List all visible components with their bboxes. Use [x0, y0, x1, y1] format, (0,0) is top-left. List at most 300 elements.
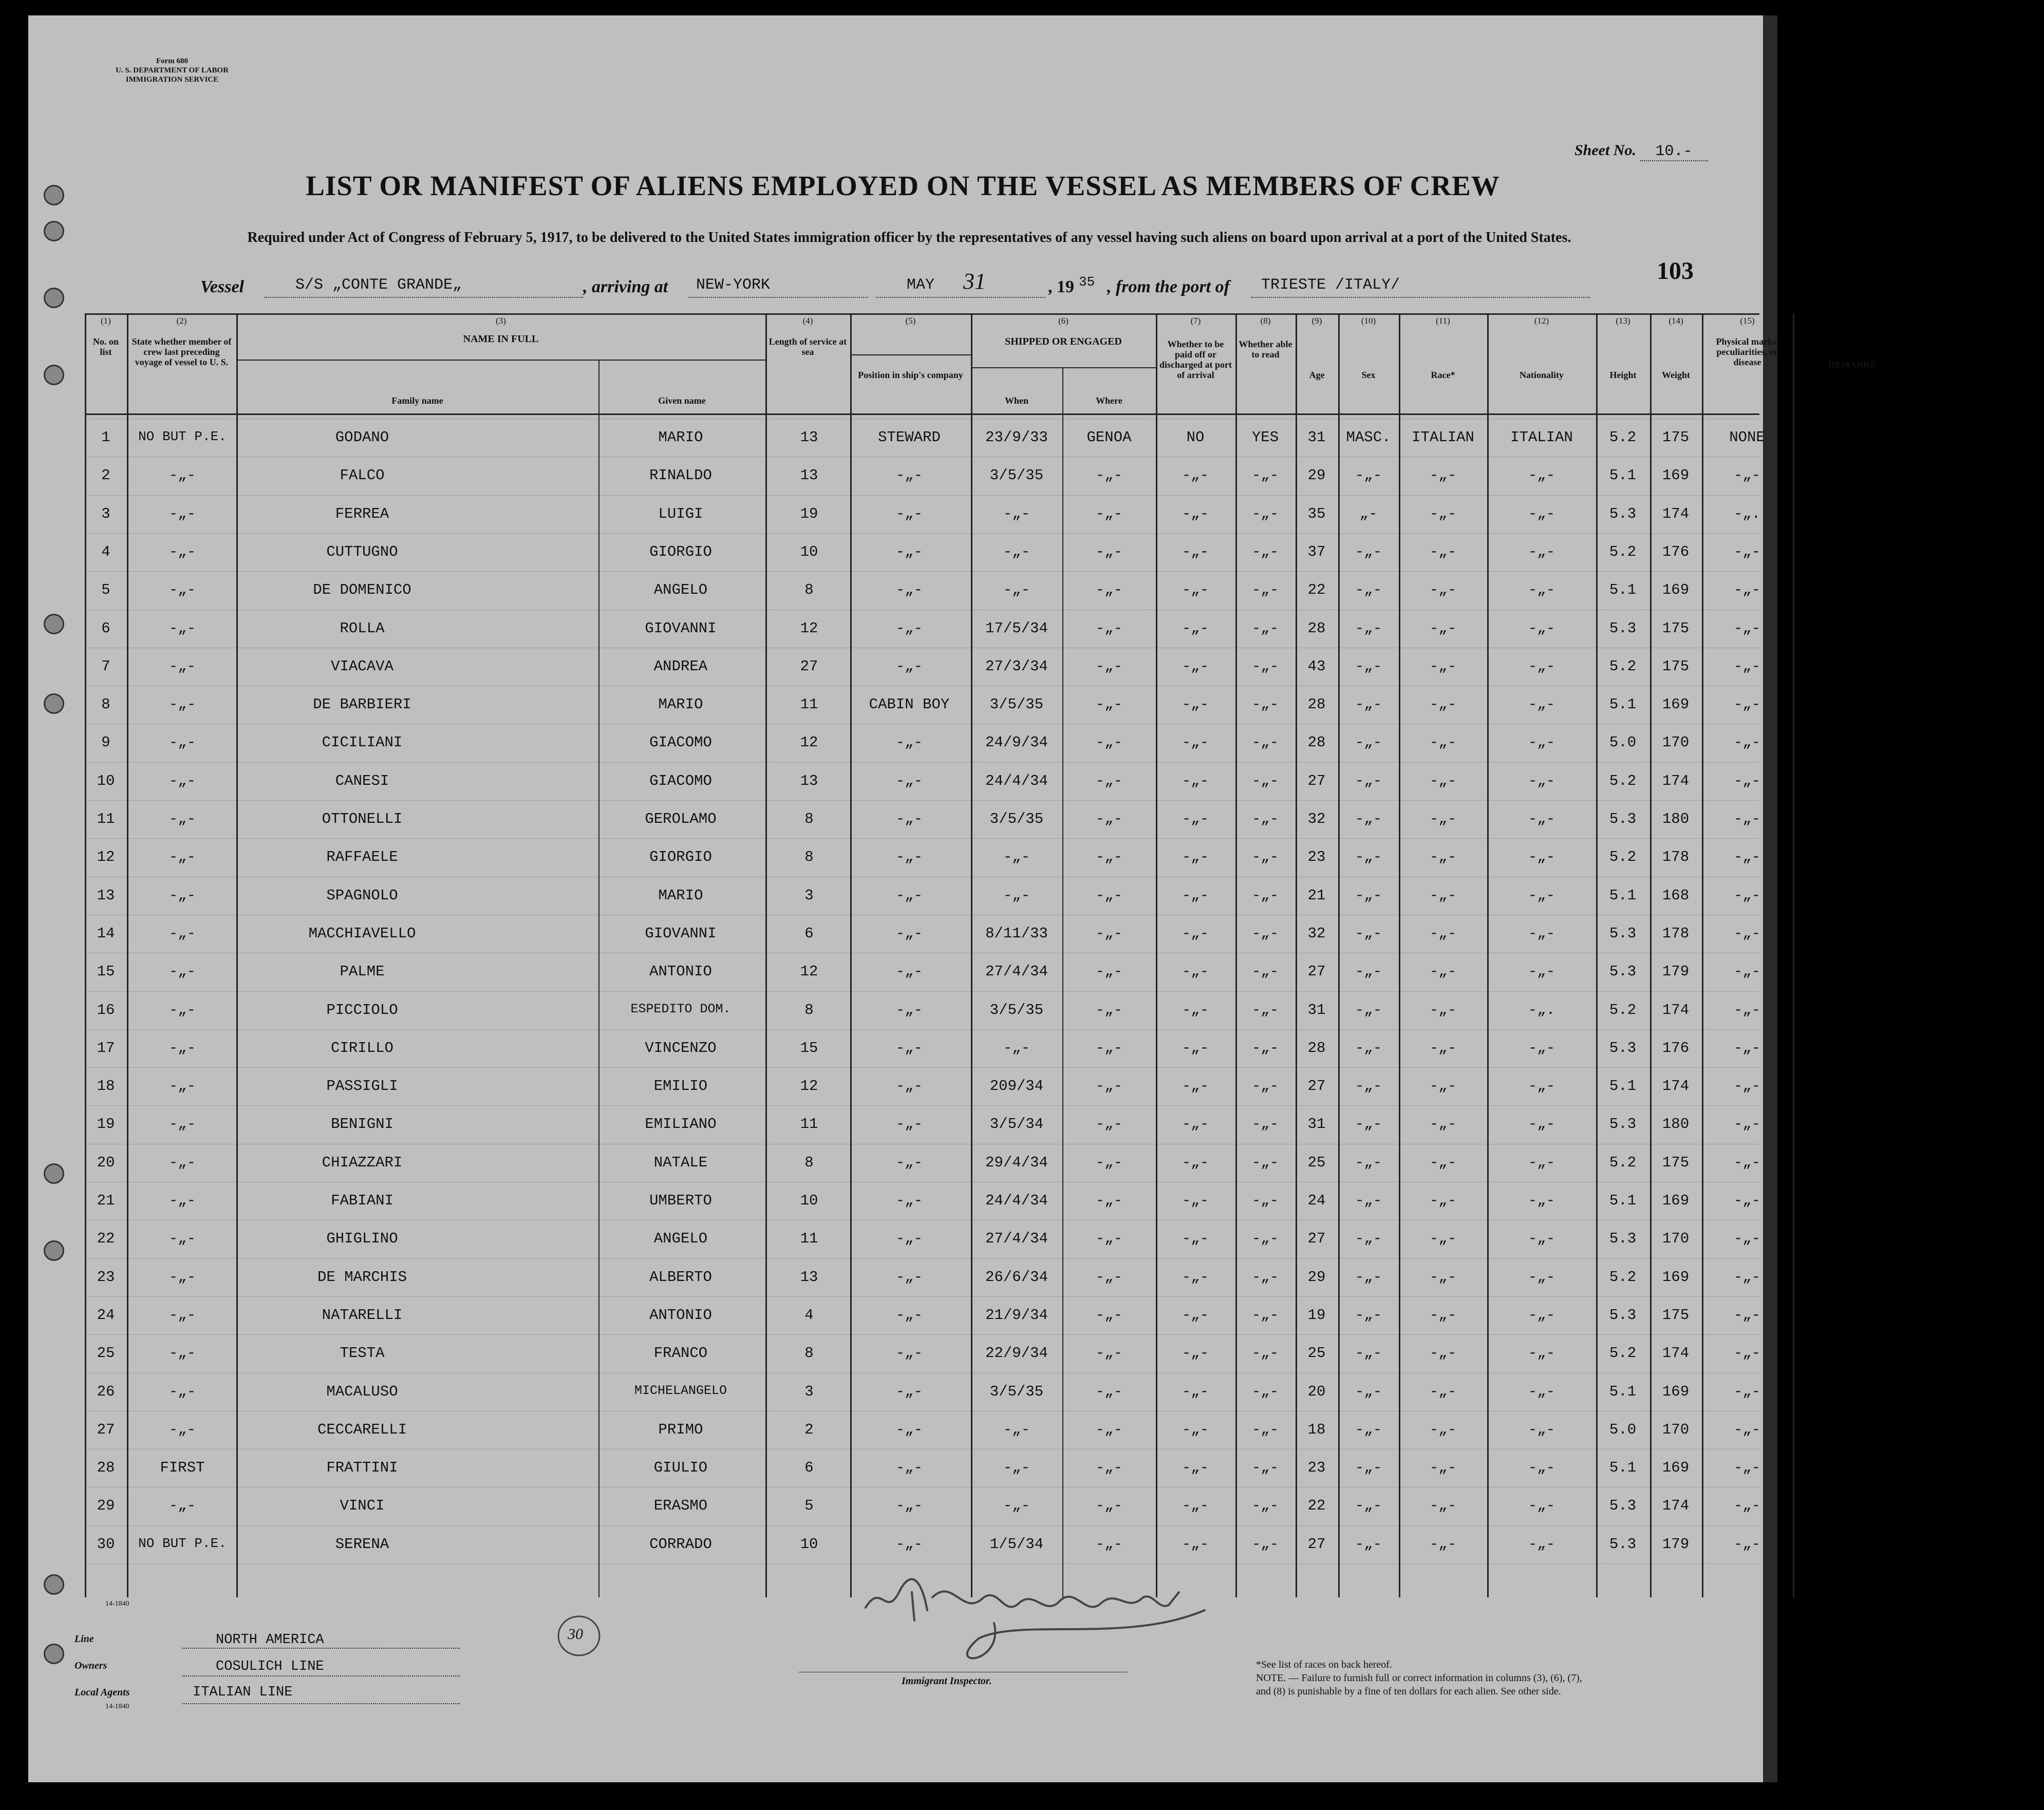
table-cell: -„-	[1355, 887, 1382, 904]
table-cell: -„-	[1733, 849, 1761, 866]
table-cell: 11	[97, 810, 115, 827]
table-cell: -„-	[168, 849, 196, 866]
table-cell: -„-	[1095, 505, 1123, 522]
table-cell: -„-	[1528, 925, 1555, 942]
table-cell: -„-	[895, 581, 923, 599]
table-cell: 5.3	[1609, 1306, 1637, 1324]
table-cell: GIACOMO	[649, 772, 712, 789]
table-cell: FABIANI	[331, 1192, 393, 1209]
table-cell: -„-	[1182, 849, 1209, 866]
table-cell: 18	[97, 1078, 115, 1095]
table-cell: -„-	[1733, 696, 1761, 713]
table-cell: ANDREA	[653, 657, 708, 675]
table-cell: -„-	[1095, 657, 1123, 675]
table-cell: TESTA	[340, 1345, 385, 1362]
table-cell: -„-	[1355, 1230, 1382, 1248]
table-cell: -„-	[1355, 543, 1382, 560]
table-cell: CABIN BOY	[869, 696, 950, 713]
table-cell: -„-	[895, 849, 923, 866]
table-cell: 10	[97, 772, 115, 789]
table-cell: 24	[97, 1306, 115, 1324]
table-cell: MACCHIAVELLO	[308, 925, 416, 942]
table-cell: -„-	[1429, 657, 1457, 675]
table-cell: -„-	[1429, 1345, 1457, 1362]
table-cell: 12	[800, 619, 818, 637]
table-cell: -„-	[1429, 581, 1457, 599]
table-cell: 22	[1307, 1497, 1326, 1515]
table-cell: RAFFAELE	[326, 849, 398, 866]
table-cell: 24/4/34	[985, 772, 1048, 789]
table-cell: NO	[1186, 429, 1205, 446]
table-cell: -„-	[1251, 963, 1279, 981]
table-cell: 5.2	[1609, 429, 1637, 446]
table-cell: -„-	[1182, 467, 1209, 484]
table-cell: 179	[1662, 963, 1690, 981]
year-prefix: , 19	[1048, 277, 1074, 296]
table-cell: -„-	[1095, 734, 1123, 751]
table-cell: -„-	[1733, 1345, 1761, 1362]
punch-hole	[44, 221, 64, 241]
table-cell: 32	[1307, 925, 1326, 942]
table-cell: -„-	[1251, 467, 1279, 484]
table-cell: -„-	[1251, 734, 1279, 751]
service: IMMIGRATION SERVICE	[125, 76, 219, 84]
column-number: (15)	[1740, 316, 1755, 326]
sheet-number	[1574, 142, 1708, 160]
table-cell: -„-	[895, 1116, 923, 1133]
table-cell: -„-	[168, 1497, 196, 1515]
table-cell: 43	[1307, 657, 1326, 675]
table-cell: 6	[804, 1459, 814, 1477]
table-cell: 32	[1307, 810, 1326, 827]
table-cell: -„-	[1429, 1116, 1457, 1133]
table-cell: -„-	[1355, 963, 1382, 981]
table-cell: -„-	[1429, 467, 1457, 484]
table-cell: -„-	[1182, 1154, 1209, 1171]
table-cell: 24/9/34	[985, 734, 1048, 751]
table-cell: -„-	[168, 1154, 196, 1171]
table-cell: 209/34	[989, 1078, 1044, 1095]
table-cell: -„-	[895, 1039, 923, 1057]
table-cell: -„-	[1528, 810, 1555, 827]
table-cell: -„-	[1355, 1345, 1382, 1362]
table-cell: 16	[97, 1001, 115, 1019]
table-cell: 175	[1662, 1154, 1690, 1171]
table-cell: ANTONIO	[649, 1306, 712, 1324]
column-header: Weight	[1661, 370, 1690, 380]
table-cell: -„-	[1095, 1383, 1123, 1400]
table-cell: 20	[1307, 1383, 1326, 1400]
table-cell: 27/4/34	[985, 1230, 1048, 1248]
table-cell: -„-	[1733, 1192, 1761, 1209]
table-cell: 30	[97, 1535, 115, 1553]
table-cell: 28	[1307, 696, 1326, 713]
table-cell: 29	[1307, 1268, 1326, 1286]
table-cell: -„-	[168, 1039, 196, 1057]
table-cell: SPAGNOLO	[326, 887, 398, 904]
column-number: (4)	[802, 316, 813, 326]
table-cell: -„-	[1355, 657, 1382, 675]
table-cell: -„-	[1003, 1459, 1030, 1477]
table-cell: -„-	[1251, 1306, 1279, 1324]
table-cell: -„-	[1733, 543, 1761, 560]
table-cell: 174	[1662, 1497, 1690, 1515]
table-cell: 3/5/35	[989, 467, 1044, 484]
table-cell: NATARELLI	[322, 1306, 403, 1324]
table-cell: -„-	[1095, 1268, 1123, 1286]
table-cell: NO BUT P.E.	[138, 429, 227, 444]
table-cell: -„.	[1528, 1001, 1555, 1019]
races-note: *See list of races on back hereof.	[1256, 1659, 1392, 1670]
department: U. S. DEPARTMENT OF LABOR	[116, 66, 229, 74]
table-cell: -„-	[1429, 1001, 1457, 1019]
table-cell: -„-	[1355, 1039, 1382, 1057]
table-cell: -„-	[1355, 1383, 1382, 1400]
table-cell: 35	[1307, 505, 1326, 522]
table-cell: 175	[1662, 657, 1690, 675]
note-line-2: and (8) is punishable by a fine of ten dollars for each alien. See other side.	[1256, 1686, 1561, 1697]
table-cell: 29	[97, 1497, 115, 1515]
table-cell: EMILIO	[653, 1078, 708, 1095]
table-cell: GIACOMO	[649, 734, 712, 751]
table-cell: -„-	[168, 772, 196, 789]
column-number: (5)	[905, 316, 916, 326]
table-cell: -„-	[895, 1001, 923, 1019]
table-cell: -„-	[895, 734, 923, 751]
table-cell: CUTTUGNO	[326, 543, 398, 560]
arriving-label: , arriving at	[583, 277, 668, 296]
table-cell: -„-	[168, 1383, 196, 1400]
table-cell: PALME	[340, 963, 385, 981]
table-cell: 21/9/34	[985, 1306, 1048, 1324]
table-cell: -„-	[1251, 1116, 1279, 1133]
page-subtitle: Required under Act of Congress of February 5, 1917, to be delivered to the United States immigration officer by the representatives of any vessel having such aliens on board upon arrival at a port of the United States.	[247, 230, 1571, 246]
table-cell: -„-	[895, 963, 923, 981]
table-cell: -„-	[1733, 1078, 1761, 1095]
owners-label: Owners	[74, 1660, 107, 1671]
table-cell: -„-	[1429, 810, 1457, 827]
table-cell: -„-	[168, 619, 196, 637]
table-cell: -„-	[1355, 925, 1382, 942]
table-cell: 5.1	[1609, 581, 1637, 599]
table-cell: 170	[1662, 734, 1690, 751]
table-cell: -„-	[1528, 1116, 1555, 1133]
table-cell: ANTONIO	[649, 963, 712, 981]
column-number: (14)	[1668, 316, 1683, 326]
table-cell: -„-	[1182, 1497, 1209, 1515]
table-cell: 21	[1307, 887, 1326, 904]
table-cell: 7	[101, 657, 110, 675]
from-port-label: , from the port of	[1107, 277, 1230, 296]
form-number: Form 680	[156, 57, 189, 65]
arrival-day: 31	[963, 269, 986, 294]
table-cell: -„-	[1251, 581, 1279, 599]
sheet-number-label: Sheet No.	[1574, 142, 1636, 159]
table-cell: 5.1	[1609, 467, 1637, 484]
table-cell: -„-	[1528, 734, 1555, 751]
table-cell: -„-	[1095, 467, 1123, 484]
table-cell: 175	[1662, 619, 1690, 637]
table-cell: -„-	[1095, 696, 1123, 713]
table-cell: 5.2	[1609, 849, 1637, 866]
table-cell: -„-	[1182, 1039, 1209, 1057]
table-cell: -„-	[1251, 543, 1279, 560]
table-cell: 169	[1662, 1383, 1690, 1400]
table-cell: 5	[804, 1497, 814, 1515]
table-cell: 176	[1662, 543, 1690, 560]
table-cell: -„-	[1528, 772, 1555, 789]
table-cell: BENIGNI	[331, 1116, 393, 1133]
column-header: Physical marks, peculiarities, or disease	[1716, 336, 1779, 367]
table-cell: -„-	[1003, 1421, 1030, 1438]
table-cell: -„-	[1429, 1039, 1457, 1057]
table-cell: LUIGI	[658, 505, 703, 522]
table-cell: -„-	[1528, 1306, 1555, 1324]
table-cell: 22/9/34	[985, 1345, 1048, 1362]
table-cell: -„-	[1733, 1497, 1761, 1515]
table-cell: -„-	[1733, 467, 1761, 484]
table-cell: -„-	[895, 1268, 923, 1286]
table-cell: 5.3	[1609, 925, 1637, 942]
table-cell: -„-	[895, 1306, 923, 1324]
table-cell: 5.2	[1609, 543, 1637, 560]
table-cell: 5.1	[1609, 1078, 1637, 1095]
table-cell: -„-	[1251, 1154, 1279, 1171]
table-cell: -„-	[1182, 887, 1209, 904]
table-cell: CIRILLO	[331, 1039, 393, 1057]
table-cell: -„-	[1355, 772, 1382, 789]
table-cell: -„-	[1251, 1383, 1279, 1400]
table-cell: 174	[1662, 1345, 1690, 1362]
table-cell: -„-	[1528, 657, 1555, 675]
table-cell: 169	[1662, 1459, 1690, 1477]
table-cell: 5.2	[1609, 772, 1637, 789]
arrival-month: MAY	[907, 276, 935, 294]
table-cell: -„-	[168, 963, 196, 981]
table-cell: -„-	[168, 1268, 196, 1286]
table-cell: 19	[1307, 1306, 1326, 1324]
table-cell: -„-	[895, 925, 923, 942]
table-cell: -„-	[1355, 849, 1382, 866]
punch-hole	[44, 288, 64, 308]
table-cell: 4	[804, 1306, 814, 1324]
table-cell: -„-	[1355, 1535, 1382, 1553]
column-number: (9)	[1311, 316, 1322, 326]
table-cell: -„-	[1095, 543, 1123, 560]
table-cell: -„-	[1182, 1268, 1209, 1286]
table-cell: -„-	[1733, 619, 1761, 637]
column-header: Nationality	[1519, 370, 1564, 380]
table-cell: -„-	[1003, 1497, 1030, 1515]
table-cell: -„-	[1429, 1268, 1457, 1286]
table-cell: -„-	[1528, 1421, 1555, 1438]
column-number: (8)	[1260, 316, 1271, 326]
table-cell: -„-	[1095, 925, 1123, 942]
table-cell: 12	[800, 1078, 818, 1095]
table-cell: 27/4/34	[985, 963, 1048, 981]
table-cell: -„-	[1733, 1306, 1761, 1324]
table-cell: -„-	[1095, 1421, 1123, 1438]
table-cell: GIOVANNI	[645, 619, 717, 637]
column-header: No. on list	[92, 336, 119, 357]
table-cell: CECCARELLI	[317, 1421, 407, 1438]
table-cell: -„-	[1528, 467, 1555, 484]
table-cell: -„-	[1733, 772, 1761, 789]
table-cell: GHIGLINO	[326, 1230, 398, 1248]
table-cell: ALBERTO	[649, 1268, 712, 1286]
column-number: (10)	[1361, 316, 1376, 326]
table-cell: -„-	[1733, 1383, 1761, 1400]
table-cell: 27	[1307, 1078, 1326, 1095]
table-cell: 27	[1307, 1535, 1326, 1553]
table-cell: 5.3	[1609, 963, 1637, 981]
table-cell: -„-	[1182, 1230, 1209, 1248]
table-cell: -„-	[168, 887, 196, 904]
table-cell: -„-	[1095, 1039, 1123, 1057]
local-agents-label: Local Agents	[74, 1687, 130, 1698]
table-cell: GEROLAMO	[645, 810, 717, 827]
table-cell: -„-	[1095, 1306, 1123, 1324]
table-cell: MASC.	[1346, 429, 1391, 446]
table-cell: 22	[97, 1230, 115, 1248]
column-header: Position in ship's company	[858, 370, 963, 380]
table-cell: -„-	[168, 1001, 196, 1019]
column-number: (6)	[1058, 316, 1068, 326]
departure-port: TRIESTE /ITALY/	[1261, 276, 1400, 294]
table-cell: -„-	[1528, 1535, 1555, 1553]
table-cell: 13	[800, 467, 818, 484]
table-cell: 2	[101, 467, 110, 484]
table-cell: 11	[800, 696, 818, 713]
table-cell: VIACAVA	[331, 657, 393, 675]
table-cell: -„-	[1429, 849, 1457, 866]
table-cell: -„-	[1429, 734, 1457, 751]
table-cell: -„-	[1528, 1459, 1555, 1477]
table-cell: -„-	[1095, 1116, 1123, 1133]
table-cell: -„-	[1528, 696, 1555, 713]
column-number: (7)	[1190, 316, 1201, 326]
local-agents-value: ITALIAN LINE	[193, 1685, 293, 1700]
table-cell: -„-	[1429, 1497, 1457, 1515]
table-cell: 8	[101, 696, 110, 713]
table-cell: -„-	[1182, 772, 1209, 789]
table-cell: 28	[1307, 619, 1326, 637]
table-cell: 5.3	[1609, 1039, 1637, 1057]
table-cell: -„-	[1003, 543, 1030, 560]
table-cell: 5.2	[1609, 1345, 1637, 1362]
table-cell: 26/6/34	[985, 1268, 1048, 1286]
table-cell: -„-	[1733, 581, 1761, 599]
table-cell: 5.1	[1609, 1459, 1637, 1477]
table-cell: -„-	[1733, 963, 1761, 981]
table-cell: 178	[1662, 849, 1690, 866]
table-cell: 12	[800, 963, 818, 981]
table-cell: 1/5/34	[989, 1535, 1044, 1553]
table-cell: 5.3	[1609, 810, 1637, 827]
line-label: Line	[74, 1633, 94, 1645]
table-cell: 175	[1662, 1306, 1690, 1324]
crew-table	[85, 313, 1876, 1597]
table-cell: DE MARCHIS	[317, 1268, 407, 1286]
table-cell: -„-	[1095, 772, 1123, 789]
table-cell: 3/5/34	[989, 1116, 1044, 1133]
table-cell: -„-	[1528, 581, 1555, 599]
table-cell: -„-	[168, 581, 196, 599]
table-cell: -„-	[1182, 1078, 1209, 1095]
table-cell: -„-	[1355, 1459, 1382, 1477]
table-cell: -„-	[1355, 1154, 1382, 1171]
table-cell: -„-	[1429, 696, 1457, 713]
table-cell: -„-	[1182, 505, 1209, 522]
table-cell: -„-	[1095, 1078, 1123, 1095]
table-cell: -„-	[1429, 925, 1457, 942]
table-cell: -„-	[1182, 543, 1209, 560]
column-header: Race*	[1431, 370, 1455, 380]
table-cell: 24/4/34	[985, 1192, 1048, 1209]
table-cell: CICILIANI	[322, 734, 403, 751]
table-cell: -„-	[1182, 1116, 1209, 1133]
table-cell: -„-	[1733, 1001, 1761, 1019]
table-cell: 27	[1307, 772, 1326, 789]
table-cell: 25	[97, 1345, 115, 1362]
table-cell: -„-	[1429, 772, 1457, 789]
table-cell: 5.0	[1609, 1421, 1637, 1438]
table-cell: 28	[1307, 1039, 1326, 1057]
table-cell: 10	[800, 1535, 818, 1553]
table-cell: CHIAZZARI	[322, 1154, 403, 1171]
table-cell: 5.2	[1609, 1268, 1637, 1286]
table-cell: 27	[1307, 1230, 1326, 1248]
table-cell: -„-	[1355, 1497, 1382, 1515]
table-cell: CORRADO	[649, 1535, 712, 1553]
table-cell: -„-	[1251, 1345, 1279, 1362]
table-cell: -„-	[1355, 619, 1382, 637]
arrival-port: NEW-YORK	[696, 276, 771, 294]
table-cell: 29	[1307, 467, 1326, 484]
table-cell: 12	[97, 849, 115, 866]
punch-hole	[44, 1644, 64, 1664]
table-cell: GODANO	[335, 429, 389, 446]
column-header: REMARKS	[1828, 360, 1876, 370]
table-cell: PRIMO	[658, 1421, 703, 1438]
year-suffix: 35	[1079, 274, 1095, 290]
table-cell: 174	[1662, 1001, 1690, 1019]
table-cell: -„-	[1429, 963, 1457, 981]
table-cell: 27	[97, 1421, 115, 1438]
table-cell: 21	[97, 1192, 115, 1209]
table-cell: -„-	[1095, 1345, 1123, 1362]
table-cell: -„-	[1733, 734, 1761, 751]
table-cell: -„-	[1095, 810, 1123, 827]
table-cell: -„-	[895, 1383, 923, 1400]
table-cell: -„-	[168, 543, 196, 560]
table-cell: -„-	[168, 925, 196, 942]
table-cell: 5	[101, 581, 110, 599]
table-cell: SERENA	[335, 1535, 389, 1553]
column-header: Family name	[391, 395, 443, 406]
table-cell: -„-	[1182, 810, 1209, 827]
punch-hole	[44, 1574, 64, 1595]
table-cell: 17/5/34	[985, 619, 1048, 637]
table-cell: -„-	[1355, 1078, 1382, 1095]
table-cell: -„-	[1429, 543, 1457, 560]
table-cell: ITALIAN	[1510, 429, 1573, 446]
table-cell: -„-	[1182, 1535, 1209, 1553]
table-cell: -„-	[1095, 581, 1123, 599]
table-cell: 24	[1307, 1192, 1326, 1209]
table-cell: 31	[1307, 1001, 1326, 1019]
table-cell: -„-	[1251, 619, 1279, 637]
